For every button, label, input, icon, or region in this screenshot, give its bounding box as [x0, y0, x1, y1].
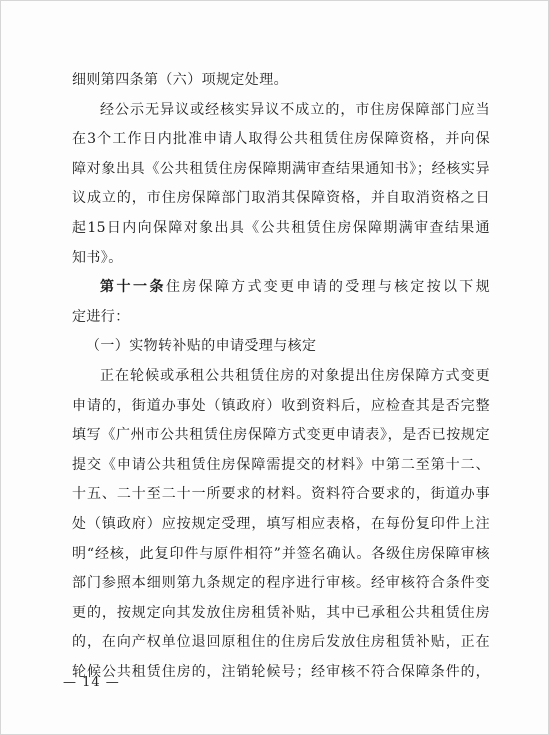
para2-line: 轮候公共租赁住房的，注销轮候号；经审核不符合保障条件的，	[72, 663, 490, 680]
para1-line: 议成立的，市住房保障部门取消其保障资格，并自取消资格之日	[72, 190, 490, 207]
para1-line: 经公示无异议或经核实异议不成立的，市住房保障部门应当	[100, 101, 490, 118]
para2-line: 填写《广州市公共租赁住房保障方式变更申请表》，是否已按规定	[72, 427, 490, 444]
document-body	[72, 66, 490, 687]
para1-line: 知书》。	[72, 249, 123, 266]
para2-line: 十五、二十至二十一所要求的材料。资料符合要求的，街道办事	[72, 486, 490, 503]
para2-line: 提交《申请公共租赁住房保障需提交的材料》中第二至第十二、	[72, 456, 490, 473]
para2-line: 申请的，街道办事处（镇政府）收到资料后，应检查其是否完整	[72, 397, 490, 414]
paragraph-block-1	[72, 66, 490, 273]
paragraph-block-2	[72, 362, 490, 688]
article-11-line	[72, 273, 490, 303]
para2-line: 的，在向产权单位退回原租住的住房后发放住房租赁补贴，正在	[72, 634, 490, 651]
para1-line: 障对象出具《公共租赁住房保障期满审查结果通知书》；经核实异	[72, 160, 490, 177]
page-number: — 14 —	[63, 675, 120, 690]
para1-line: 细则第四条第（六）项规定处理。	[72, 72, 288, 88]
para2-line: 更的，按规定向其发放住房租赁补贴，其中已承租公共租赁住房	[72, 604, 490, 621]
para2-line: 处（镇政府）应按规定受理，填写相应表格，在每份复印件上注	[72, 515, 490, 532]
para2-line: 明“经核，此复印件与原件相符”并签名确认。各级住房保障审核	[72, 545, 490, 562]
subheading: （一）实物转补贴的申请受理与核定	[86, 338, 317, 355]
para2-line: 正在轮候或承租公共租赁住房的对象提出住房保障方式变更	[100, 367, 490, 384]
para2-line: 部门参照本细则第九条规定的程序进行审核。经审核符合条件变	[72, 575, 490, 592]
article-heading: 第十一条	[100, 279, 166, 296]
para1-line: 在3个工作日内批准申请人取得公共租赁住房保障资格，并向保	[72, 131, 490, 148]
article-first-line: 住房保障方式变更申请的受理与核定按以下规	[165, 279, 490, 296]
article-second-line: 定进行：	[72, 308, 130, 325]
para1-line: 起15日内向保障对象出具《公共租赁住房保障期满审查结果通	[72, 219, 490, 236]
